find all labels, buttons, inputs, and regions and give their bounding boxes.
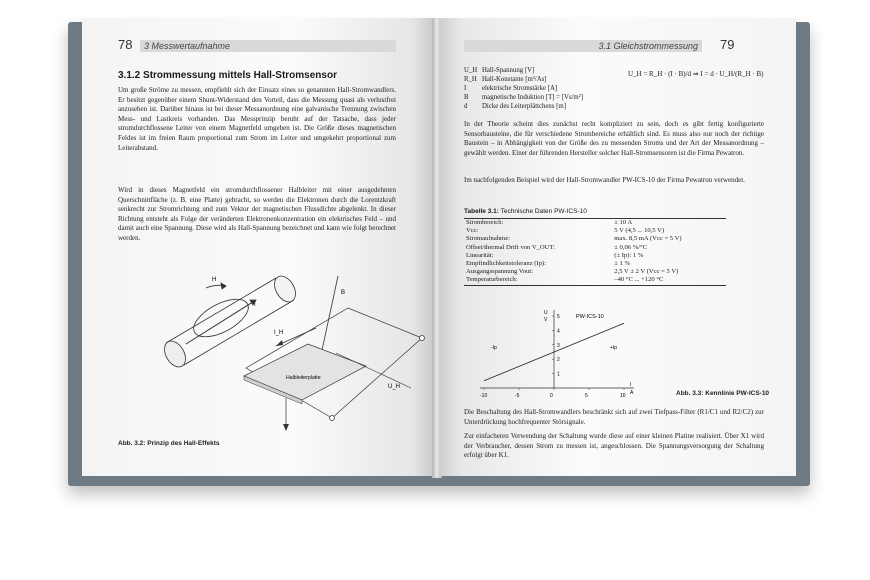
body-paragraph: Die Beschaltung des Hall-Stromwandlers beschränkt sich auf zwei Tiefpass-Filter (R1/C1 und R2/C2) zur Unterdrückung hochfrequenter Störsignale. [464, 408, 764, 426]
semiconductor-plate [244, 344, 366, 400]
annotation-minus-ip: -Ip [491, 345, 497, 352]
y-axis-unit: V [544, 317, 548, 323]
chart-caption: Abb. 3.3: Kennlinie PW-ICS-10 [676, 390, 770, 397]
table-row: Vcc: 5 V (4,5 ... 10,5 V) [466, 227, 665, 235]
body-paragraph: Wird in dieses Magnetfeld ein stromdurchflossener Halbleiter mit einer ausgedehnten Querschnittfläche (z. B. eine Platte) gebracht, so werden die Elektronen durch die Lorentzkraft senkrecht zur Stromrichtung und zum Vektor der magnetischen Flussdichte abgelenkt. In dieser Richtung entsteht als Folge der veränderten Elektronenkonzentration ein elektrisches Feld – und damit auch eine Spannung. Diese wird als Hall-Spannung bezeichnet und kann wie folgt berechnet werden. [118, 186, 396, 242]
x-tick-label: -5 [515, 393, 520, 399]
symbol-row: R_H Hall-Konstante [m³/As] [464, 76, 547, 83]
y-tick-label: 4 [557, 328, 560, 335]
label-b: B [341, 290, 346, 296]
x-tick-label: 0 [550, 393, 553, 399]
table-caption: Tabelle 3.1: Technische Daten PW-ICS-10 [464, 208, 587, 215]
table-row: Strombereich: ± 10 A [464, 219, 726, 228]
plate-label: Halbleiterplatte [286, 375, 321, 381]
x-axis-unit: A [630, 390, 634, 396]
x-tick-label: 5 [585, 393, 588, 399]
symbol-row: B magnetische Induktion [T] = [Vs/m²] [464, 94, 584, 101]
symbol-row: U_H Hall-Spannung [V] [464, 67, 535, 74]
left-page [82, 18, 434, 476]
body-paragraph: Zur einfacheren Verwendung der Schaltung wurde diese auf einer kleinen Platine realisiert. Über X1 wird der Verbraucher, dessen Strom zu messen ist, angeschlossen. Die Spannungsversorgung der Schaltung erfolgt über K1. [464, 432, 764, 460]
label-uh: U_H [388, 384, 401, 390]
y-tick-label: 2 [557, 357, 560, 364]
hall-effect-figure [126, 248, 426, 438]
y-tick-label: 5 [557, 314, 560, 320]
spec-table [464, 218, 726, 286]
kennlinie-chart [470, 308, 670, 406]
table-row: Stromaufnahme: max. 8,5 mA (Vcc = 5 V) [466, 235, 682, 243]
label-ih: I_H [274, 330, 284, 336]
body-paragraph: In der Theorie scheint dies zunächst recht kompliziert zu sein, doch es gibt fertig konfigurierte Sensorbausteine, die für verschiedene Strombereiche erhältlich sind. Es muss also nur noch der richtige Baustein – in Abhängigkeit von der Größe des zu messenden Stroms und der Art der Messanordnung – gewählt werden. Einer der führenden Hersteller solcher Hall-Stromsensoren ist die Firma Pewatron. [464, 120, 764, 157]
label-h: H [212, 277, 217, 283]
x-tick-label: 10 [620, 393, 626, 399]
running-head-text: 3 Messwertaufnahme [144, 41, 231, 51]
running-head [464, 40, 702, 52]
running-head-text: 3.1 Gleichstrommessung [598, 41, 698, 51]
y-tick-label: 3 [557, 342, 560, 349]
symbol-list [464, 66, 583, 111]
chart-title: PW-ICS-10 [576, 314, 604, 320]
open-book [68, 18, 810, 486]
y-tick-label: 1 [557, 371, 560, 378]
page-number: 79 [720, 37, 735, 52]
hall-formula: U_H = R_H · (I · B)/d ⇒ I = d · U_H/(R_H · B) [628, 70, 764, 78]
label-i: I [254, 302, 256, 308]
table-row: Offset/thermal Drift von V_OUT: ± 0,06 %/°C [466, 243, 648, 251]
symbol-row: d Dicke des Leiterplättchens [m] [464, 103, 566, 110]
x-axis-label: I [630, 382, 632, 388]
symbol-row: I elektrische Stromstärke [A] [464, 85, 558, 92]
table-row: Linearität: (± Ip): 1 % [466, 251, 644, 259]
body-paragraph: Um große Ströme zu messen, empfiehlt sich der Einsatz eines so genannten Hall-Stromwandlers. Er besitzt gegenüber einem Shunt-Widerstand den Vorteil, dass die Messung quasi als verlustfrei anzusehen ist. Darüber hinaus ist bei dieser Messanordnung eine galvanische Trennung zwischen Mess- und Lastkreis vorhanden. Das Messprinzip beruht auf der Tatsache, dass jeder stromdurchflossene Leiter von einem Magnetfeld umgeben ist. Die Größe dieses magnetischen Feldes ist im freien Raum proportional zum Strom im Leiter und umgekehrt proportional zum Leiterabstand. [118, 86, 396, 152]
table-row: Temperaturbereich: –40 °C ... +120 °C [464, 276, 726, 285]
right-page [440, 18, 796, 476]
table-row: Ausgangsspannung Vout: 2,5 V ± 2 V (Vcc = 5 V) [466, 268, 679, 276]
table-row: Empfindlichkeitstoleranz (Ip): ± 1 % [466, 260, 630, 268]
running-head [140, 40, 396, 52]
figure-caption: Abb. 3.2: Prinzip des Hall-Effekts [118, 440, 220, 447]
x-tick-label: -10 [480, 393, 488, 399]
body-paragraph: Im nachfolgenden Beispiel wird der Hall-Stromwandler PW-ICS-10 der Firma Pewatron verwendet. [464, 176, 745, 184]
annotation-plus-ip: +Ip [610, 345, 618, 352]
conductor-cylinder [160, 272, 300, 370]
section-title: 3.1.2 Strommessung mittels Hall-Stromsensor [118, 70, 337, 81]
y-axis-label: U [544, 310, 548, 316]
page-number: 78 [118, 37, 133, 52]
